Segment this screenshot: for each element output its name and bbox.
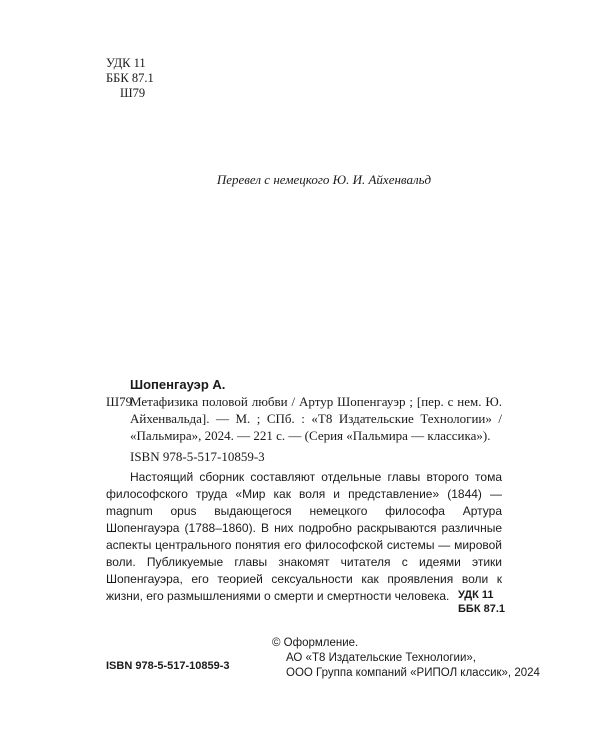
- record-isbn: ISBN 978-5-517-10859-3: [130, 449, 265, 464]
- translator-line: Перевел с немецкого Ю. И. Айхенвальд: [216, 172, 432, 187]
- udk-code: УДК 11: [106, 56, 146, 70]
- footer-isbn: ISBN 978-5-517-10859-3: [106, 660, 230, 672]
- copyright-line-2: АО «Т8 Издательские Технологии»,: [286, 652, 476, 664]
- record-shelf-mark: Ш79: [106, 394, 133, 409]
- footer-classification: [458, 588, 505, 616]
- record-description: Метафизика половой любви / Артур Шопенгауэр ; [пер. с нем. Ю. Айхенвальда]. — М. ; СПб. : «Т8 Издательские Технологии» / «Пальмира», 2024. — 221 с. — (Серия «Пальмира — классика»).: [130, 394, 502, 443]
- footer-udk: УДК 11: [458, 589, 494, 601]
- record-abstract: Настоящий сборник составляют отдельные главы второго тома философского труда «Мир как воля и представление» (1844) — magnum opus выдающегося немецкого философа Артура Шопенгауэра (1788–1860). В них подробно раскрываются различные аспекты центрального понятия его философской системы — мировой воли. Публикуемые главы знакомят читателя с идеями этики Шопенгауэра, его теорией сексуальности как проявления воли к жизни, его размышлениями о смерти и смертности человека.: [106, 470, 502, 603]
- copyright-line-3: ООО Группа компаний «РИПОЛ классик», 2024: [286, 667, 540, 679]
- classification-block: [106, 56, 154, 101]
- record-author: Шопенгауэр А.: [130, 377, 226, 392]
- bibliographic-record: [106, 376, 502, 605]
- copyright-block: [272, 636, 540, 681]
- bbk-code: ББК 87.1: [106, 71, 154, 85]
- record-entry: [106, 393, 502, 444]
- author-mark: Ш79: [120, 86, 146, 100]
- copyright-line-1: © Оформление.: [272, 637, 359, 649]
- footer-bbk: ББК 87.1: [458, 603, 505, 615]
